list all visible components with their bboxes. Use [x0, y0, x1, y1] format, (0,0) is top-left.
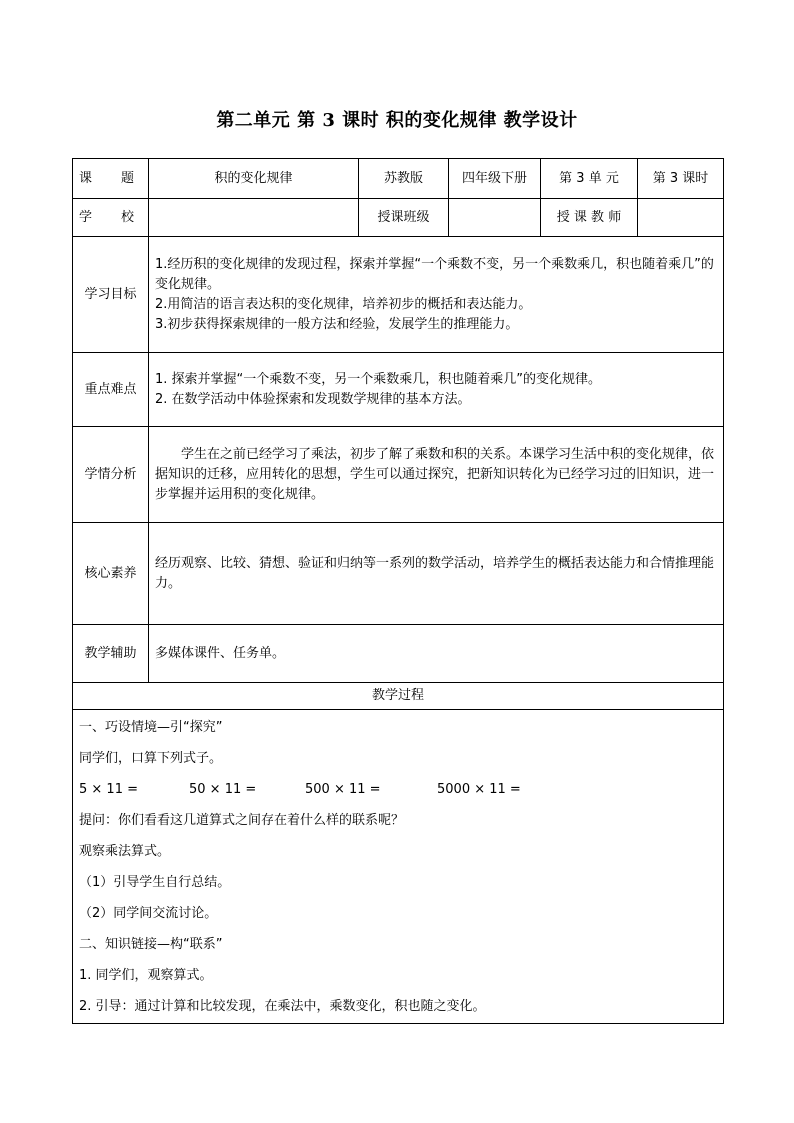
goal-item: 2.用简洁的语言表达积的变化规律，培养初步的概括和表达能力。	[155, 296, 532, 312]
school-label: 学 校	[73, 199, 149, 237]
equation-row	[79, 774, 717, 805]
equation: 50 × 11 =	[189, 781, 257, 797]
process-heading-row	[73, 683, 724, 710]
process-line: （1）引导学生自行总结。	[79, 874, 231, 890]
goal-item: 1.经历积的变化规律的发现过程，探索并掌握“一个乘数不变，另一个乘数乘几，积也随着乘几”的变化规律。	[155, 256, 714, 292]
lesson-plan-table	[72, 158, 724, 1024]
core-literacy-label: 核心素养	[73, 523, 149, 625]
page-title: 第二单元 第 3 课时 积的变化规律 教学设计	[216, 110, 578, 131]
process-heading: 教学过程	[73, 683, 724, 710]
teacher-label: 授 课 教 师	[541, 199, 638, 237]
key-points-content	[149, 353, 724, 427]
equation: 5000 × 11 =	[437, 781, 521, 797]
topic-label: 课 题	[73, 159, 149, 199]
equation: 5 × 11 =	[79, 781, 138, 797]
header-row-1	[73, 159, 724, 199]
topic-value: 积的变化规律	[149, 159, 359, 199]
process-line: 同学们，口算下列式子。	[79, 750, 223, 766]
process-body-row	[73, 710, 724, 1024]
process-line: 观察乘法算式。	[79, 843, 171, 859]
goals-content	[149, 237, 724, 353]
process-line: 2. 引导：通过计算和比较发现，在乘法中，乘数变化，积也随之变化。	[79, 998, 486, 1014]
class-value	[449, 199, 541, 237]
analysis-text: 学生在之前已经学习了乘法，初步了解了乘数和积的关系。本课学习生活中积的变化规律，依据知识的迁移，应用转化的思想，学生可以通过探究，把新知识转化为已经学习过的旧知识，进一步掌握并运用积的变化规律。	[155, 446, 715, 502]
equation: 500 × 11 =	[305, 781, 381, 797]
core-literacy-row	[73, 523, 724, 625]
class-label: 授课班级	[359, 199, 449, 237]
key-point-item: 2. 在数学活动中体验探索和发现数学规律的基本方法。	[155, 391, 471, 407]
process-body	[73, 710, 724, 1024]
teaching-aids-row	[73, 625, 724, 683]
process-line: 1. 同学们，观察算式。	[79, 967, 213, 983]
teaching-aids-label: 教学辅助	[73, 625, 149, 683]
core-literacy-text: 经历观察、比较、猜想、验证和归纳等一系列的数学活动，培养学生的概括表达能力和合情推理能力。	[155, 555, 715, 591]
school-value	[149, 199, 359, 237]
process-line: 提问：你们看看这几道算式之间存在着什么样的联系呢？	[79, 812, 405, 828]
section-1-title: 一、巧设情境—引“探究”	[79, 719, 223, 735]
goals-row	[73, 237, 724, 353]
key-points-label: 重点难点	[73, 353, 149, 427]
key-point-item: 1. 探索并掌握“一个乘数不变，另一个乘数乘几，积也随着乘几”的变化规律。	[155, 371, 602, 387]
goal-item: 3.初步获得探索规律的一般方法和经验，发展学生的推理能力。	[155, 316, 519, 332]
teacher-value	[638, 199, 724, 237]
teaching-aids-text: 多媒体课件、任务单。	[149, 625, 724, 683]
goals-label: 学习目标	[73, 237, 149, 353]
process-line: （2）同学间交流讨论。	[79, 905, 218, 921]
section-2-title: 二、知识链接—构“联系”	[79, 936, 223, 952]
unit-cell: 第 3 单 元	[541, 159, 638, 199]
key-points-row	[73, 353, 724, 427]
grade-cell: 四年级下册	[449, 159, 541, 199]
publisher-cell: 苏教版	[359, 159, 449, 199]
header-row-2	[73, 199, 724, 237]
lesson-cell: 第 3 课时	[638, 159, 724, 199]
analysis-row	[73, 427, 724, 523]
analysis-label: 学情分析	[73, 427, 149, 523]
